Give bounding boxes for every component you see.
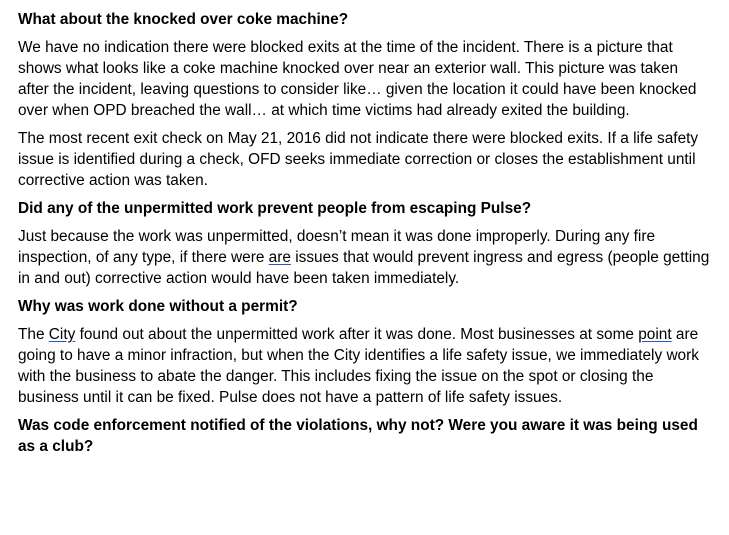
- question-no-permit: Why was work done without a permit?: [18, 298, 298, 315]
- answer-text-part: issues that would prevent ingress and egress (people getting in and out) corrective action would have been taken immediately.: [18, 249, 710, 287]
- answer-text-part: Just because the work was unpermitted, doesn’t mean it was done improperly. During any fire inspection, of any type, if there were: [18, 228, 656, 266]
- spellcheck-underlined-word: point: [638, 326, 672, 343]
- spellcheck-underlined-word: are: [268, 249, 291, 266]
- answer-coke-machine-paragraph-1: We have no indication there were blocked exits at the time of the incident. There is a picture that shows what looks like a coke machine knocked over near an exterior wall. This picture was taken after the incident, leaving questions to consider like… given the location it could have been knocked over when OPD breached the wall… at which time victims had already exited the building.: [18, 39, 697, 119]
- answer-text-part: are going to have a minor infraction, but when the City identifies a life safety issue, we immediately work with the business to abate the danger. This includes fixing the issue on the spot or closing the business until it can be fixed. Pulse does not have a pattern of life safety issues.: [18, 326, 699, 406]
- answer-unpermitted-work: [18, 226, 713, 289]
- question-coke-machine: What about the knocked over coke machine?: [18, 11, 349, 28]
- answer-text-part: The: [18, 326, 49, 343]
- answer-coke-machine-paragraph-2: The most recent exit check on May 21, 2016 did not indicate there were blocked exits. If a life safety issue is identified during a check, OFD seeks immediate correction or closes the establishment until corrective action was taken.: [18, 130, 699, 189]
- answer-no-permit: [18, 324, 713, 408]
- question-unpermitted-work: Did any of the unpermitted work prevent people from escaping Pulse?: [18, 200, 532, 217]
- answer-text-part: found out about the unpermitted work after it was done. Most businesses at some: [75, 326, 639, 343]
- spellcheck-underlined-word: City: [48, 326, 76, 343]
- question-code-enforcement: Was code enforcement notified of the violations, why not? Were you aware it was being used as a club?: [18, 417, 698, 455]
